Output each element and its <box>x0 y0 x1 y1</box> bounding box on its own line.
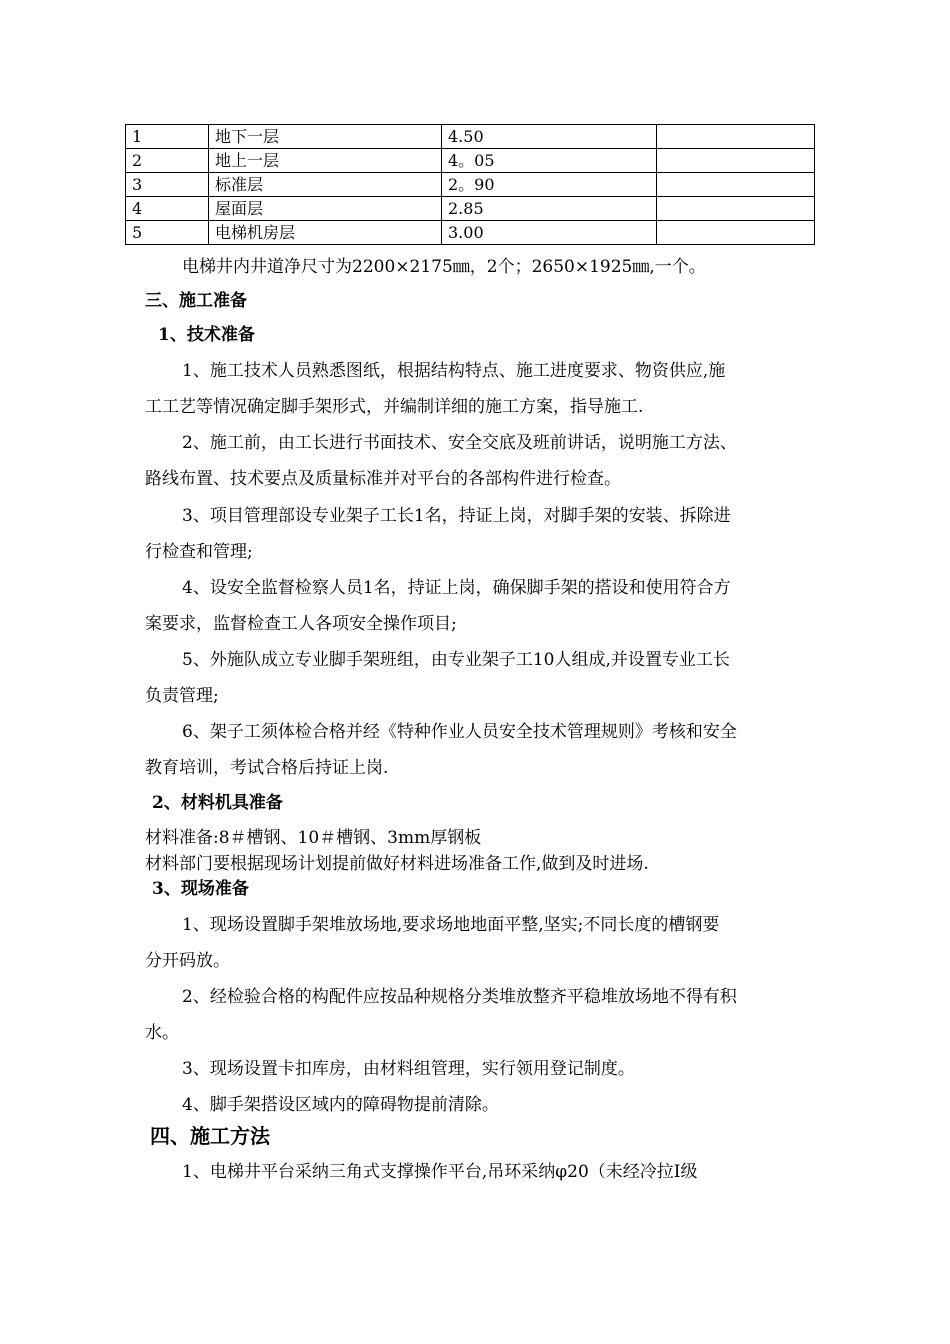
floor-height-table <box>125 124 815 245</box>
table-cell: 标准层 <box>209 173 442 197</box>
paragraph-line: 负责管理; <box>145 686 219 706</box>
paragraph-line: 1、施工技术人员熟悉图纸，根据结构特点、施工进度要求、物资供应,施 <box>182 361 726 381</box>
table-cell: 地下一层 <box>209 125 442 149</box>
paragraph-line: 工工艺等情况确定脚手架形式，并编制详细的施工方案，指导施工. <box>145 397 644 417</box>
table-cell: 电梯机房层 <box>209 221 442 245</box>
table-cell: 4 <box>126 197 209 221</box>
paragraph-line: 材料准备:8＃槽钢、10＃槽钢、3mm厚钢板 <box>145 828 482 848</box>
table-row <box>126 125 815 149</box>
shaft-size-text: 电梯井内井道净尺寸为2200×2175㎜，2个；2650×1925㎜,一个。 <box>182 257 706 277</box>
table-cell <box>657 197 815 221</box>
section-3-heading: 三、施工准备 <box>145 291 247 311</box>
table-cell: 4。05 <box>442 149 657 173</box>
table-cell: 5 <box>126 221 209 245</box>
paragraph-line: 分开码放。 <box>145 951 230 971</box>
paragraph-line: 5、外施队成立专业脚手架班组，由专业架子工10人组成,并设置专业工长 <box>182 650 730 670</box>
table-cell: 2。90 <box>442 173 657 197</box>
site-prep-heading: 3、现场准备 <box>152 879 249 899</box>
table-cell: 屋面层 <box>209 197 442 221</box>
paragraph-line: 3、项目管理部设专业架子工长1名，持证上岗，对脚手架的安装、拆除进 <box>182 506 731 526</box>
table-cell: 4.50 <box>442 125 657 149</box>
paragraph-line: 路线布置、技术要点及质量标准并对平台的各部构件进行检查。 <box>145 469 621 489</box>
section-4-heading: 四、施工方法 <box>150 1124 270 1148</box>
paragraph-line: 6、架子工须体检合格并经《特种作业人员安全技术管理规则》考核和安全 <box>182 722 737 742</box>
table-cell: 3 <box>126 173 209 197</box>
paragraph-line: 2、施工前，由工长进行书面技术、安全交底及班前讲话，说明施工方法、 <box>182 433 737 453</box>
paragraph-line: 水。 <box>145 1023 179 1043</box>
table-row <box>126 221 815 245</box>
tech-prep-heading: 1、技术准备 <box>158 325 255 345</box>
paragraph-line: 行检查和管理; <box>145 542 253 562</box>
table-cell <box>657 125 815 149</box>
paragraph-line: 案要求，监督检查工人各项安全操作项目; <box>145 614 457 634</box>
paragraph-line: 1、现场设置脚手架堆放场地,要求场地地面平整,坚实;不同长度的槽钢要 <box>182 915 720 935</box>
paragraph-line: 教育培训，考试合格后持证上岗. <box>145 758 389 778</box>
paragraph-line: 2、经检验合格的构配件应按品种规格分类堆放整齐平稳堆放场地不得有积 <box>182 987 737 1007</box>
paragraph-line: 4、设安全监督检察人员1名，持证上岗，确保脚手架的搭设和使用符合方 <box>182 578 731 598</box>
paragraph-line: 3、现场设置卡扣库房，由材料组管理，实行领用登记制度。 <box>182 1059 635 1079</box>
table-cell: 2 <box>126 149 209 173</box>
table-cell: 3.00 <box>442 221 657 245</box>
table-cell <box>657 149 815 173</box>
table-cell: 地上一层 <box>209 149 442 173</box>
table-cell: 2.85 <box>442 197 657 221</box>
table-cell <box>657 173 815 197</box>
table-cell <box>657 221 815 245</box>
paragraph-line: 1、电梯井平台采纳三角式支撑操作平台,吊环采纳φ20（未经冷拉Ⅰ级 <box>182 1162 698 1182</box>
table-row <box>126 197 815 221</box>
table-row <box>126 149 815 173</box>
table-cell: 1 <box>126 125 209 149</box>
paragraph-line: 材料部门要根据现场计划提前做好材料进场准备工作,做到及时进场. <box>145 854 649 874</box>
paragraph-line: 4、脚手架搭设区域内的障碍物提前清除。 <box>182 1095 499 1115</box>
material-prep-heading: 2、材料机具准备 <box>152 793 283 813</box>
table-row <box>126 173 815 197</box>
